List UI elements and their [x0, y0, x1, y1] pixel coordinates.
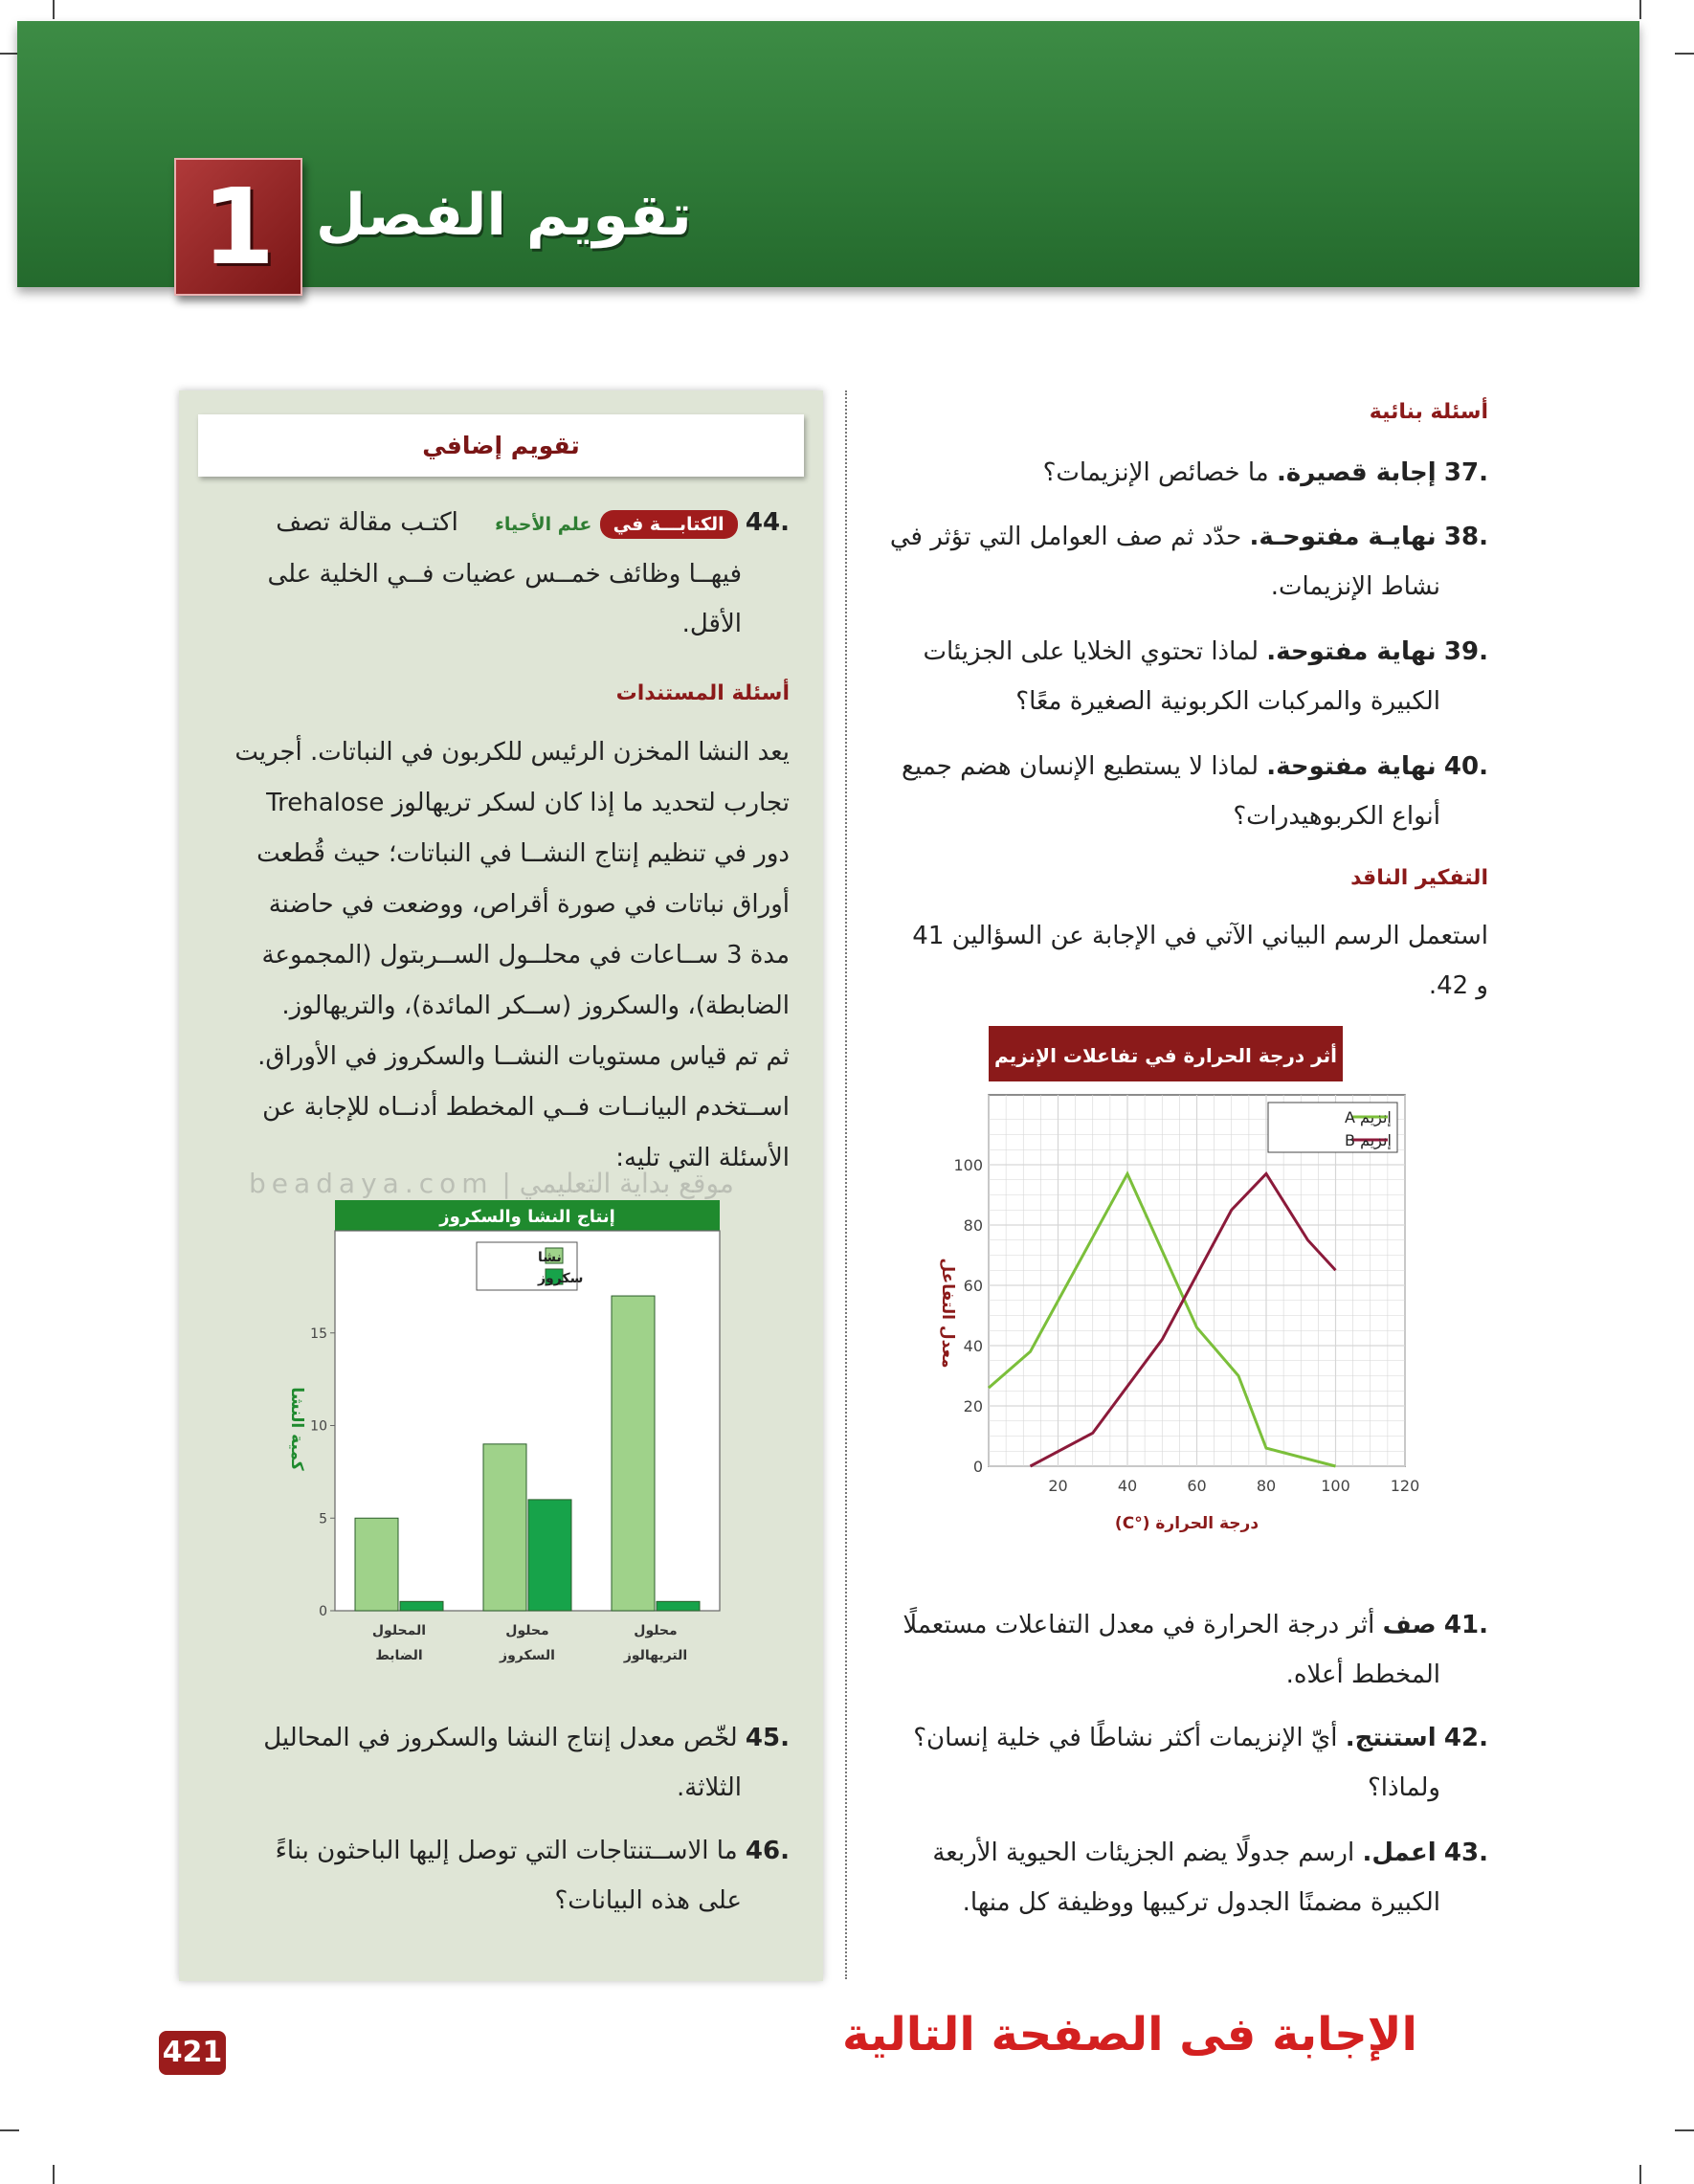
question-number: .38 [1443, 523, 1488, 551]
legend-label: إنزيم A [1345, 1108, 1392, 1126]
intro-text: و 42. [1428, 971, 1488, 1000]
category-label: محلول [505, 1623, 549, 1638]
constructive-heading: أسئلة بنائية [1369, 400, 1488, 424]
question-45 [191, 1713, 790, 1813]
question-number: .40 [1443, 752, 1488, 781]
question-text: اكتـب مقالة تصف [276, 508, 458, 537]
legend-label: نشا [538, 1250, 562, 1265]
question-text: ارسم جدولًا يضم الجزيئات الحيوية الأربعة [932, 1839, 1363, 1867]
question-number: .41 [1443, 1611, 1488, 1639]
question-46 [191, 1826, 790, 1926]
paragraph-line: يعد النشا المخزن الرئيس للكربون في النباتات. أجريت [234, 738, 790, 767]
crop-mark [1675, 2129, 1694, 2131]
question-keyword: استنتج. [1345, 1724, 1437, 1752]
y-tick-label: 0 [319, 1604, 327, 1619]
y-axis-label: كمية النشا [287, 1387, 306, 1471]
bar-starch [355, 1518, 398, 1611]
writing-in-biology-subject: علم الأحياء [495, 514, 592, 535]
bar-starch [612, 1296, 655, 1611]
category-label: محلول [634, 1623, 678, 1638]
chart-intro [828, 911, 1488, 1011]
bar-sucrose [528, 1500, 571, 1611]
y-tick-label: 0 [972, 1458, 983, 1476]
question-text: ما خصائص الإنزيمات؟ [1042, 458, 1277, 487]
question-text: المخطط أعلاه. [1285, 1660, 1440, 1689]
question-text: الكبيرة مضمنًا الجدول تركيبها ووظيفة كل منها. [962, 1888, 1440, 1917]
question-keyword: نهاية مفتوحة. [1266, 752, 1437, 781]
chapter-title: تقويم الفصل [316, 182, 692, 249]
question-keyword: نهاية مفتوحة. [1266, 637, 1437, 666]
question-keyword: اعمل. [1362, 1839, 1437, 1867]
documents-paragraph [177, 727, 790, 1184]
question-39 [876, 627, 1488, 726]
question-43 [876, 1828, 1488, 1928]
chapter-number: 1 [201, 166, 276, 288]
question-number: .42 [1443, 1724, 1488, 1752]
y-axis-label: معدل التفاعل [938, 1258, 957, 1369]
question-41 [876, 1600, 1488, 1700]
question-text: ولماذا؟ [1367, 1773, 1440, 1802]
paragraph-line: الأسئلة التي تليه: [615, 1144, 790, 1172]
y-tick-label: 80 [963, 1216, 983, 1235]
documents-heading: أسئلة المستندات [615, 681, 790, 705]
question-keyword: إجابة قصيرة. [1277, 458, 1437, 487]
panel-title: تقويم إضافي [198, 414, 804, 477]
enzyme-temperature-chart [900, 1026, 1420, 1557]
question-42 [876, 1713, 1488, 1813]
chart-title: أثر درجة الحرارة في تفاعلات الإنزيم [994, 1044, 1337, 1067]
question-text: فيهــا وظائف خمــس عضيات فــي الخلية على [267, 560, 742, 589]
y-tick-label: 60 [963, 1277, 983, 1295]
y-tick-label: 40 [963, 1337, 983, 1355]
paragraph-line: ثم تم قياس مستويات النشــا والسكروز في الأوراق. [257, 1042, 790, 1071]
crop-mark [0, 2129, 19, 2131]
question-keyword: نهايـة مفتوحـة. [1249, 523, 1437, 551]
question-text: لماذا لا يستطيع الإنسان هضم جميع [902, 752, 1267, 781]
question-37 [876, 448, 1488, 498]
bar-sucrose [400, 1601, 443, 1611]
legend-label: إنزيم B [1345, 1131, 1392, 1149]
chart-title: إنتاج النشا والسكروز [439, 1207, 615, 1227]
paragraph-line: الضابطة)، والسكروز (ســكر المائدة)، والتريهالوز. [281, 992, 790, 1020]
intro-text: استعمل الرسم البياني الآتي في الإجابة عن السؤالين 41 [912, 922, 1488, 950]
question-text: نشاط الإنزيمات. [1270, 572, 1440, 601]
paragraph-line: دور في تنظيم إنتاج النشــا في النباتات؛ حيث قُطعت [256, 839, 790, 868]
y-tick-label: 5 [319, 1511, 327, 1527]
writing-in-biology-badge: الكتابـــة في [600, 510, 738, 539]
y-tick-label: 100 [953, 1156, 983, 1174]
question-text: أثر درجة الحرارة في معدل التفاعلات مستعملًا [903, 1611, 1383, 1639]
category-label: السكروز [500, 1648, 555, 1663]
crop-mark [0, 53, 19, 55]
question-keyword: صف [1382, 1611, 1437, 1639]
answer-next-page-note: الإجابة فى الصفحة التالية [842, 2008, 1417, 2061]
legend-label: سكروز [538, 1271, 584, 1286]
question-40 [876, 742, 1488, 841]
crop-mark [1639, 0, 1641, 19]
chapter-number-badge [174, 158, 302, 296]
question-number: .44 [745, 508, 790, 537]
x-axis-label: درجة الحرارة (°C) [1114, 1514, 1259, 1533]
question-text: الثلاثة. [677, 1773, 742, 1802]
question-44 [191, 498, 790, 649]
y-tick-label: 15 [310, 1326, 327, 1342]
crop-mark [53, 0, 55, 19]
question-number: .37 [1443, 458, 1488, 487]
question-text: أيّ الإنزيمات أكثر نشاطًا في خلية إنسان؟ [913, 1724, 1346, 1752]
question-text: لماذا تحتوي الخلايا على الجزيئات [923, 637, 1267, 666]
question-text: ما الاســتنتاجات التي توصل إليها الباحثون بناءً [275, 1837, 738, 1865]
question-text: الكبيرة والمركبات الكربونية الصغيرة معًا؟ [1015, 687, 1440, 716]
question-text: حدّد ثم صف العوامل التي تؤثر في [889, 523, 1250, 551]
crop-mark [1675, 53, 1694, 55]
crop-mark [1639, 2165, 1641, 2184]
paragraph-line: اســتخدم البيانــات فــي المخطط أدنــاه للإجابة عن [262, 1093, 790, 1122]
column-divider [845, 390, 847, 1979]
x-tick-label: 20 [1048, 1477, 1068, 1495]
question-text: على هذه البيانات؟ [554, 1886, 742, 1915]
y-tick-label: 20 [963, 1397, 983, 1415]
category-label: التريهالوز [623, 1648, 688, 1663]
category-label: المحلول [371, 1623, 427, 1638]
question-38 [876, 512, 1488, 612]
bar-sucrose [657, 1601, 700, 1611]
critical-thinking-heading: التفكير الناقد [1350, 866, 1488, 890]
question-number: .46 [745, 1837, 790, 1865]
question-number: .43 [1443, 1839, 1488, 1867]
paragraph-line: أوراق نباتات في صورة أقراص، ووضعت في حاضنة [268, 890, 790, 919]
x-tick-label: 100 [1321, 1477, 1350, 1495]
bar-starch [483, 1444, 526, 1611]
question-text: أنواع الكربوهيدرات؟ [1233, 802, 1440, 831]
starch-sucrose-chart [258, 1194, 747, 1692]
paragraph-line: تجارب لتحديد ما إذا كان لسكر تريهالوز Trehalose [266, 789, 790, 817]
question-text: الأقل. [681, 610, 742, 638]
x-tick-label: 120 [1390, 1477, 1420, 1495]
page-number: 421 [159, 2031, 226, 2075]
plot-area [310, 1231, 720, 1663]
question-text: لخّص معدل إنتاج النشا والسكروز في المحاليل [263, 1724, 738, 1752]
question-number: .39 [1443, 637, 1488, 666]
plot-area [953, 1095, 1419, 1495]
x-tick-label: 80 [1256, 1477, 1277, 1495]
watermark: موقع بداية التعليمي | beadaya.com [249, 1168, 734, 1199]
category-label: الضابط [375, 1648, 423, 1663]
y-tick-label: 10 [310, 1418, 327, 1435]
crop-mark [53, 2165, 55, 2184]
paragraph-line: مدة 3 ســاعات في محلــول الســربتول (المجموعة [261, 941, 790, 969]
x-tick-label: 60 [1187, 1477, 1207, 1495]
x-tick-label: 40 [1117, 1477, 1138, 1495]
question-number: .45 [745, 1724, 790, 1752]
